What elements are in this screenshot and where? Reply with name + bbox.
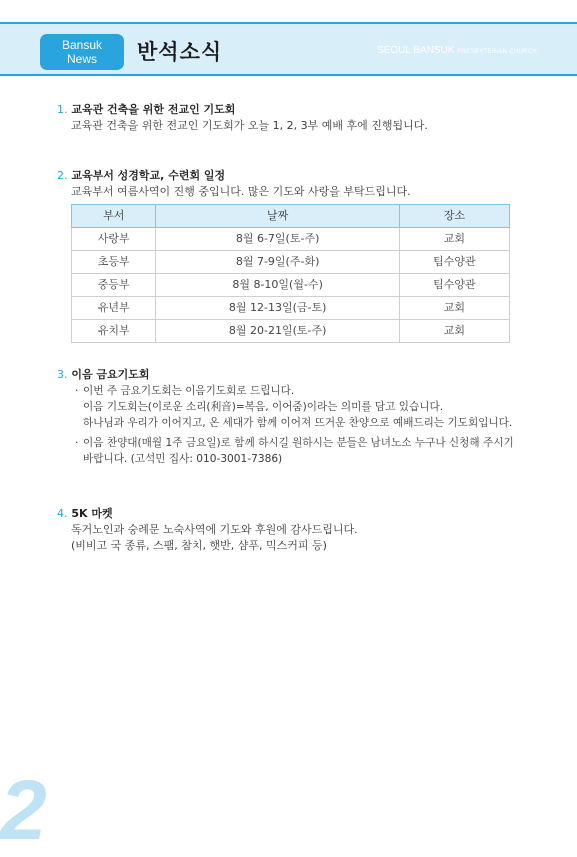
table-row — [72, 297, 510, 320]
table-row — [72, 251, 510, 274]
cell-place: 교회 — [399, 297, 509, 320]
section-1-title-text: 교육관 건축을 위한 전교인 기도회 — [71, 103, 236, 116]
bullet-line: 이번 주 금요기도회는 이음기도회로 드립니다. — [83, 385, 295, 397]
section-2-title-text: 교육부서 성경학교, 수련회 일정 — [71, 169, 226, 182]
page-number: 2 — [0, 763, 47, 857]
list-item — [57, 435, 557, 467]
header-banner — [0, 22, 577, 76]
church-name-sub: PRESBYTERIAN CHURCH — [457, 49, 537, 55]
section-3 — [57, 367, 557, 467]
table-row — [72, 274, 510, 297]
cell-dept: 사랑부 — [72, 228, 156, 251]
column-header-dept: 부서 — [72, 205, 156, 228]
cell-place: 팀수양관 — [399, 274, 509, 297]
section-1 — [57, 102, 547, 134]
bullet-line: 이음 기도회는(이로운 소리(利音)=복음, 이어줌)이라는 의미를 담고 있습니다. — [83, 401, 444, 413]
section-4-text-line: 독거노인과 숭례문 노숙사역에 기도와 후원에 감사드립니다. — [71, 523, 358, 536]
bullet-line: 이음 찬양대(매월 1주 금요일)로 함께 하시길 원하시는 분들은 남녀노소 누구나 신청해 주시기 — [83, 437, 514, 449]
section-2-text: 교육부서 여름사역이 진행 중입니다. 많은 기도와 사랑을 부탁드립니다. — [71, 185, 411, 198]
table-row — [72, 228, 510, 251]
cell-dept: 유년부 — [72, 297, 156, 320]
section-1-title — [57, 102, 547, 118]
section-1-number: 1. — [57, 103, 68, 116]
church-name-main: SEOUL BANSUK — [377, 45, 455, 56]
bansuk-news-badge — [40, 34, 124, 70]
section-4-text-line: (비비고 국 종류, 스팸, 참치, 햇반, 샴푸, 믹스커피 등) — [71, 539, 327, 552]
cell-date: 8월 6-7일(토-주) — [156, 228, 399, 251]
bullet-line: 바랍니다. (고석민 집사: 010-3001-7386) — [83, 453, 283, 465]
cell-place: 교회 — [399, 320, 509, 343]
bullet-dot: · — [75, 385, 79, 397]
bullet-dot: · — [75, 437, 79, 449]
badge-line2: News — [66, 52, 97, 66]
church-name — [377, 45, 537, 56]
table-row — [72, 320, 510, 343]
column-header-date: 날짜 — [156, 205, 399, 228]
cell-date: 8월 8-10일(월-수) — [156, 274, 399, 297]
section-4-title-text: 5K 마켓 — [71, 507, 113, 520]
section-4-title — [57, 506, 547, 522]
section-4-number: 4. — [57, 507, 68, 520]
section-3-title — [57, 367, 557, 383]
badge-line1: Bansuk — [61, 38, 103, 52]
cell-dept: 유치부 — [72, 320, 156, 343]
cell-dept: 초등부 — [72, 251, 156, 274]
page-title: 반석소식 — [137, 40, 223, 64]
cell-date: 8월 20-21일(토-주) — [156, 320, 399, 343]
schedule-table — [71, 204, 510, 343]
cell-date: 8월 7-9일(주-화) — [156, 251, 399, 274]
cell-place: 교회 — [399, 228, 509, 251]
section-3-number: 3. — [57, 368, 68, 381]
section-2-number: 2. — [57, 169, 68, 182]
section-2 — [57, 168, 547, 343]
section-2-title — [57, 168, 547, 184]
column-header-place: 장소 — [399, 205, 509, 228]
section-3-title-text: 이음 금요기도회 — [71, 368, 150, 381]
cell-dept: 중등부 — [72, 274, 156, 297]
cell-date: 8월 12-13일(금-토) — [156, 297, 399, 320]
table-header-row — [72, 205, 510, 228]
bullet-line: 하나님과 우리가 이어지고, 온 세대가 함께 이어져 뜨거운 찬양으로 예배드리는 기도회입니다. — [83, 417, 513, 429]
list-item — [57, 383, 557, 431]
cell-place: 팀수양관 — [399, 251, 509, 274]
section-4 — [57, 506, 547, 554]
section-1-text: 교육관 건축을 위한 전교인 기도회가 오늘 1, 2, 3부 예배 후에 진행됩니다. — [71, 119, 428, 132]
